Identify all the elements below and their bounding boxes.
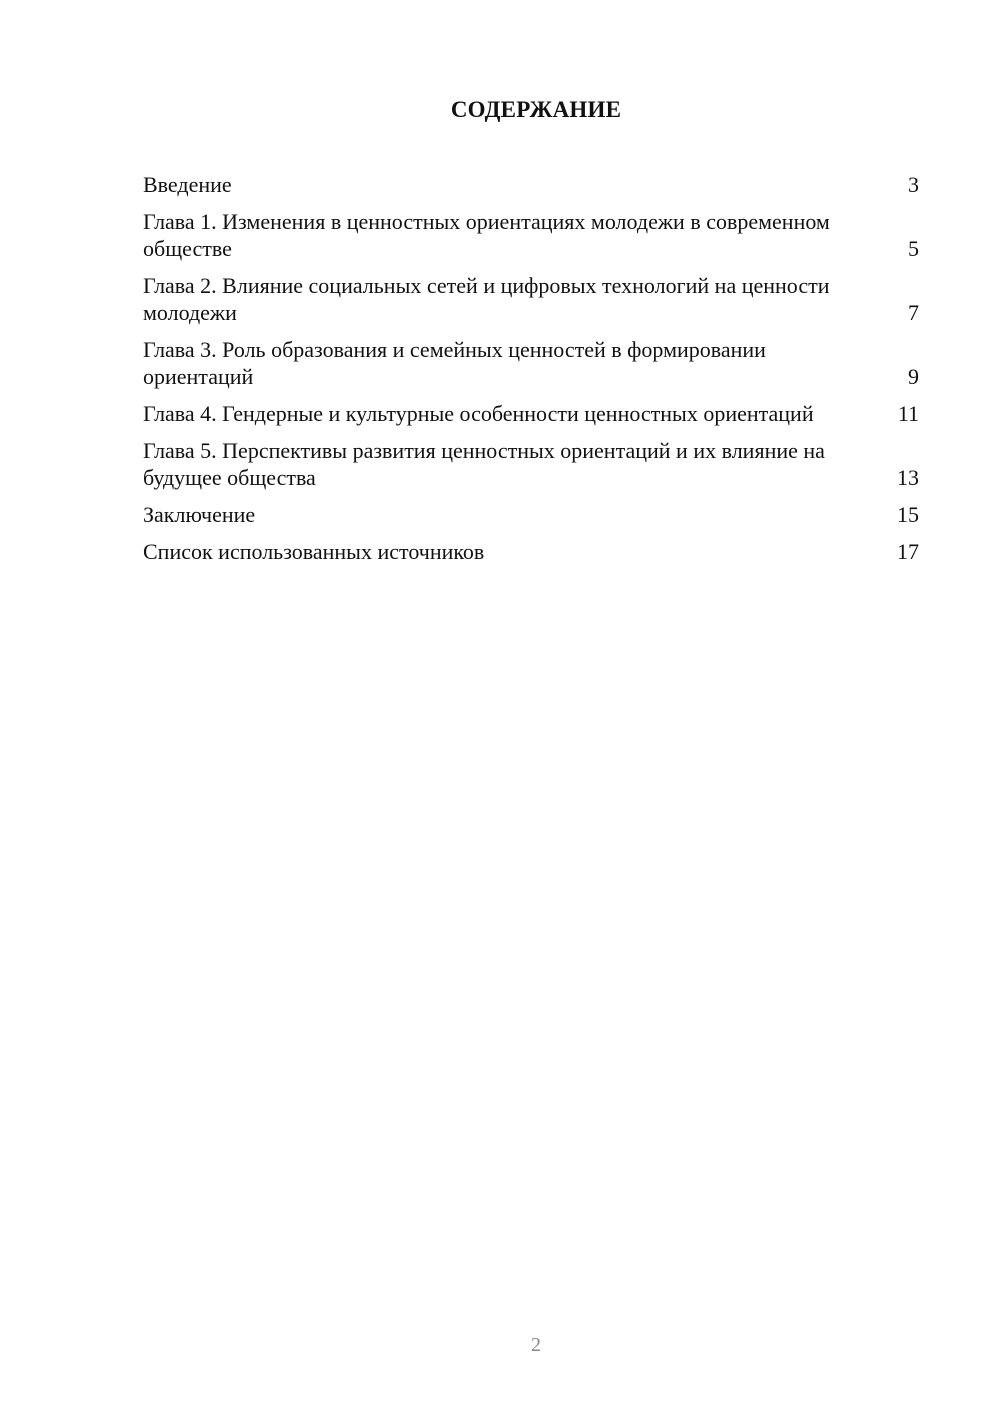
page-number: 2 [531,1334,541,1356]
toc-entry-chapter-5 [143,437,919,491]
toc-entry-label: Заключение [143,502,256,527]
toc-entry-label: Глава 2. Влияние социальных сетей и цифровых технологий на ценности молодежи [143,273,830,325]
toc-entry-label: Глава 4. Гендерные и культурные особенности ценностных ориентаций [143,401,814,426]
toc-entry-label: Список использованных источников [143,539,485,564]
toc-entry-label: Введение [143,172,232,197]
toc-entry-page: 9 [908,364,919,389]
toc-entry-page: 13 [897,465,919,490]
toc-entry-chapter-2 [143,272,919,326]
toc-entry-page: 15 [897,502,919,527]
toc-entry-page: 11 [897,401,919,426]
toc-entry-chapter-4 [143,400,919,427]
toc-entry-page: 5 [908,236,919,261]
toc-entry-label: Глава 3. Роль образования и семейных ценностей в формировании ориентаций [143,337,766,389]
toc-entry-page: 3 [908,172,919,197]
toc-entry-references [143,538,919,565]
toc-entry-conclusion [143,501,919,528]
toc-entry-chapter-1 [143,208,919,262]
toc-entry-introduction [143,171,919,198]
toc-entry-page: 17 [897,539,919,564]
toc-entry-label: Глава 1. Изменения в ценностных ориентациях молодежи в современном обществе [143,209,830,261]
page-title: СОДЕРЖАНИЕ [450,97,622,122]
toc-entry-page: 7 [908,300,919,325]
toc-entry-label: Глава 5. Перспективы развития ценностных ориентаций и их влияние на будущее общества [143,438,825,490]
toc-entry-chapter-3 [143,336,919,390]
table-of-contents [143,171,919,575]
